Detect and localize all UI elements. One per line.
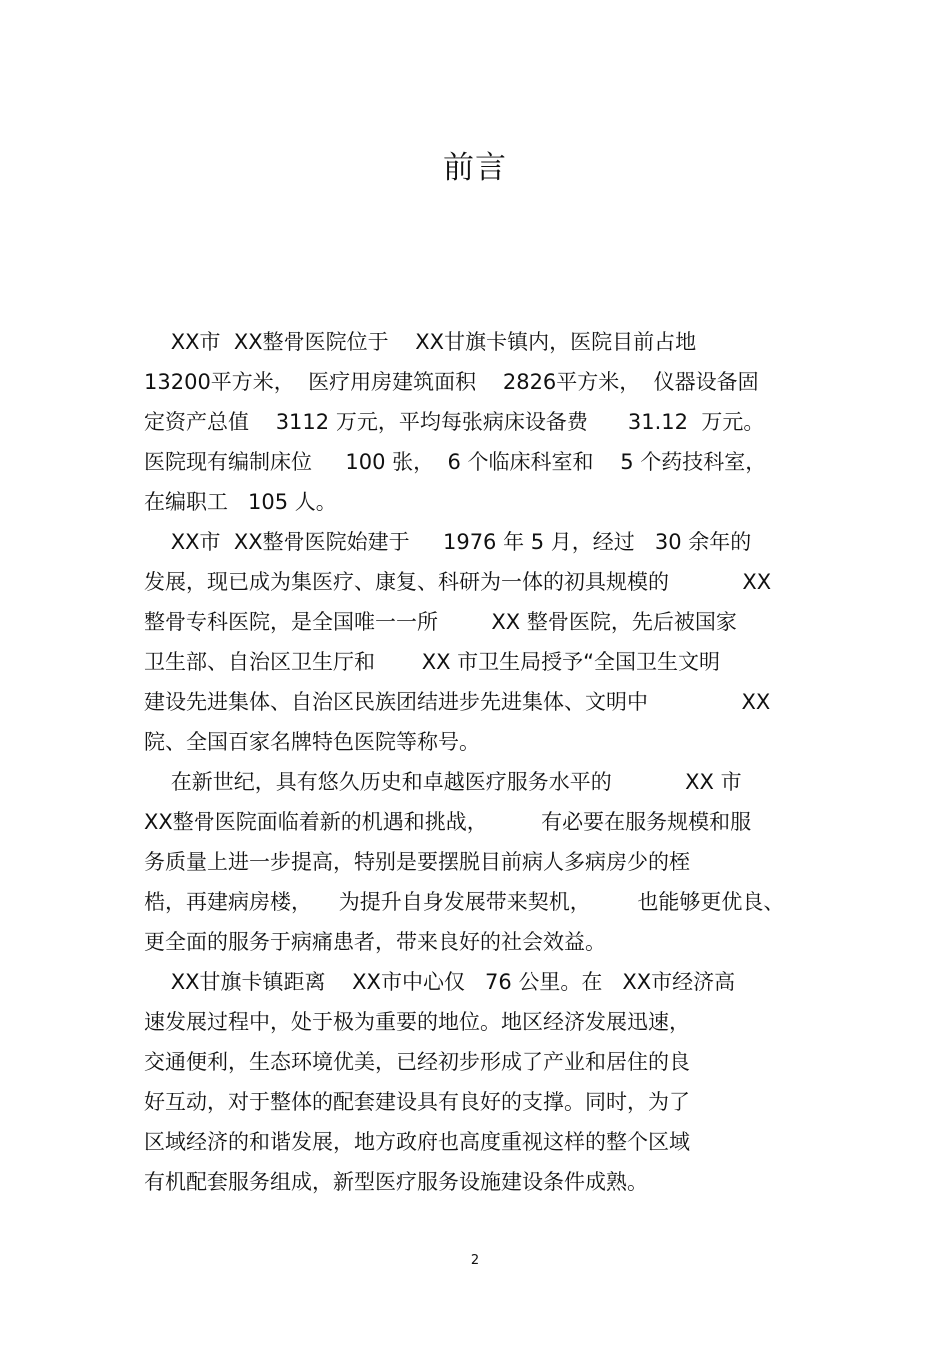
text-line: 区域经济的和谐发展，地方政府也高度重视这样的整个区域 (144, 1130, 690, 1154)
text-line: 发展，现已成为集医疗、康复、科研为一体的初具规模的 XX (144, 570, 772, 594)
text-line: 有机配套服务组成，新型医疗服务设施建设条件成熟。 (144, 1170, 648, 1194)
text-line: XX甘旗卡镇距离 XX市中心仅 76 公里。在 XX市经济高 (144, 970, 736, 994)
paragraph-3 (144, 762, 824, 962)
paragraph-1 (144, 322, 824, 522)
text-line: 在新世纪，具有悠久历史和卓越医疗服务水平的 XX 市 (144, 770, 742, 794)
text-line: 整骨专科医院，是全国唯一一所 XX 整骨医院，先后被国家 (144, 610, 737, 634)
text-line: 13200平方米， 医疗用房建筑面积 2826平方米， 仪器设备固 (144, 370, 759, 394)
text-line: 务质量上进一步提高，特别是要摆脱目前病人多病房少的桎 (144, 850, 690, 874)
page-title: 前言 (443, 150, 507, 186)
text-line: 更全面的服务于病痛患者，带来良好的社会效益。 (144, 930, 606, 954)
text-line: 建设先进集体、自治区民族团结进步先进集体、文明中 XX (144, 690, 771, 714)
text-line: XX整骨医院面临着新的机遇和挑战， 有必要在服务规模和服 (144, 810, 752, 834)
text-line: XX市 XX整骨医院始建于 1976 年 5 月，经过 30 余年的 (144, 530, 752, 554)
text-line: 速发展过程中，处于极为重要的地位。地区经济发展迅速， (144, 1010, 690, 1034)
text-line: 交通便利，生态环境优美，已经初步形成了产业和居住的良 (144, 1050, 690, 1074)
paragraph-4 (144, 962, 824, 1202)
text-line: XX市 XX整骨医院位于 XX甘旗卡镇内，医院目前占地 (144, 330, 697, 354)
paragraph-2 (144, 522, 824, 762)
text-line: 在编职工 105 人。 (144, 490, 337, 514)
text-line: 卫生部、自治区卫生厅和 XX 市卫生局授予“全国卫生文明 (144, 650, 721, 674)
page-number: 2 (470, 1253, 480, 1268)
text-line: 院、全国百家名牌特色医院等称号。 (144, 730, 480, 754)
document-body (144, 322, 824, 1202)
text-line: 梏，再建病房楼， 为提升自身发展带来契机， 也能够更优良、 (144, 890, 785, 914)
text-line: 定资产总值 3112 万元，平均每张病床设备费 31.12 万元。 (144, 410, 765, 434)
text-line: 医院现有编制床位 100 张， 6 个临床科室和 5 个药技科室， (144, 450, 767, 474)
text-line: 好互动，对于整体的配套建设具有良好的支撑。同时，为了 (144, 1090, 690, 1114)
